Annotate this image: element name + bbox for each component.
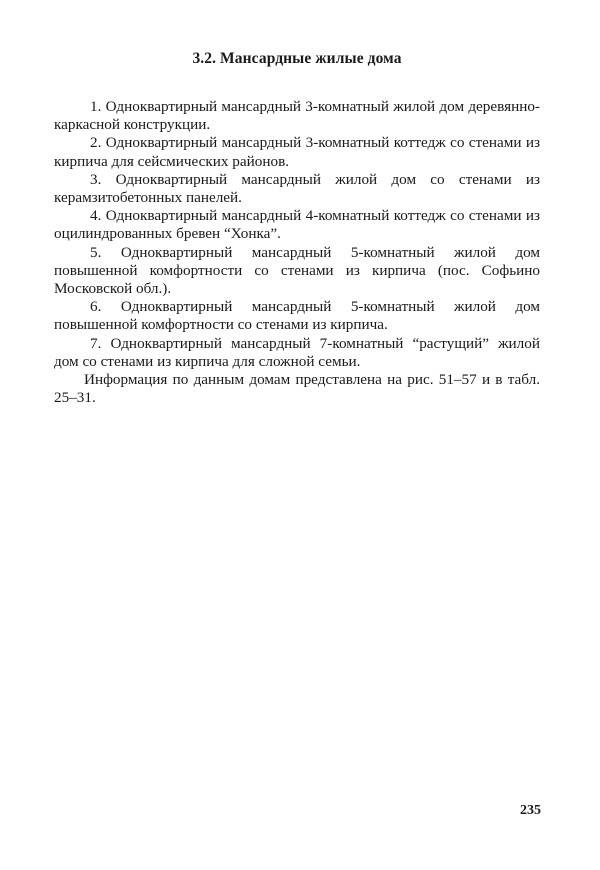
document-body (54, 98, 540, 407)
list-item-5: 5. Одноквартирный мансардный 5-комнатный жилой дом повышенной комфортности со стенами из кирпича (пос. Софьино Московской обл.). (54, 243, 540, 298)
list-item-4: 4. Одноквартирный мансардный 4-комнатный коттедж со стенами из оцилиндрованных бревен “Хонка”. (54, 207, 540, 243)
list-item-1: 1. Одноквартирный мансардный 3-комнатный жилой дом деревянно-каркасной конструкции. (54, 98, 540, 134)
summary-paragraph: Информация по данным домам представлена на рис. 51–57 и в табл. 25–31. (54, 371, 540, 407)
list-item-3: 3. Одноквартирный мансардный жилой дом со стенами из керамзитобетонных панелей. (54, 170, 540, 207)
list-item-2: 2. Одноквартирный мансардный 3-комнатный коттедж со стенами из кирпича для сейсмических районов. (54, 134, 540, 170)
list-item-7: 7. Одноквартирный мансардный 7-комнатный “растущий” жилой дом со стенами из кирпича для сложной семьи. (54, 334, 540, 370)
page-number: 235 (520, 803, 541, 818)
list-item-6: 6. Одноквартирный мансардный 5-комнатный жилой дом повышенной комфортности со стенами из кирпича. (54, 298, 540, 334)
section-title: 3.2. Мансардные жилые дома (192, 50, 402, 67)
